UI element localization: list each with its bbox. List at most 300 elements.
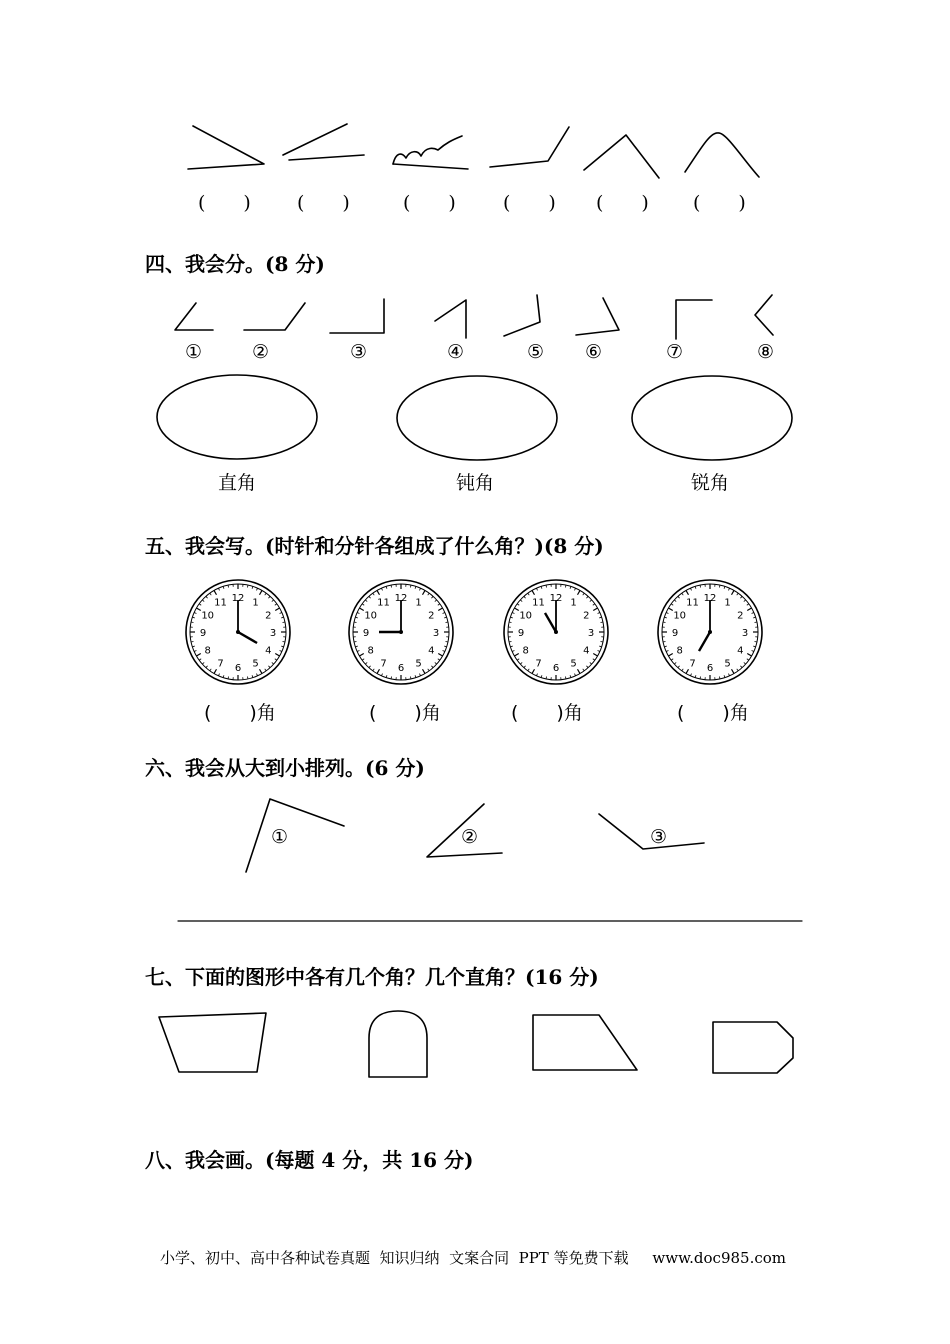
clock-tick	[747, 654, 751, 657]
figure-curve-3b	[393, 164, 468, 169]
clock-tick	[210, 593, 211, 595]
oval-acute-angle	[632, 376, 792, 460]
clock-tick	[514, 608, 518, 611]
clock-tick	[194, 612, 196, 613]
number-3: ③	[350, 341, 368, 363]
clock-numeral: 6	[397, 663, 405, 674]
order-label-1: ①	[271, 826, 289, 848]
clock-tick	[509, 641, 511, 642]
clock-tick	[446, 622, 448, 623]
oval-label-obtuse: 钝角	[456, 472, 495, 494]
clock-tick	[386, 586, 387, 588]
shape-right-trapezoid	[533, 1015, 637, 1070]
clock-tick	[517, 604, 519, 605]
clock-tick	[753, 646, 755, 647]
clock-tick	[753, 617, 755, 618]
paren-1: ( )	[198, 192, 251, 214]
oval-label-acute: 锐角	[691, 472, 730, 494]
clock-tick	[354, 622, 356, 623]
clock-numeral: 3	[432, 628, 440, 639]
clock-tick	[664, 646, 666, 647]
clock-tick	[415, 675, 416, 677]
clock-tick	[510, 617, 512, 618]
clock-tick	[724, 586, 725, 588]
clock-tick	[444, 646, 446, 647]
clock-tick	[355, 617, 357, 618]
paren-6: ( )	[693, 192, 746, 214]
clock-tick	[528, 593, 529, 595]
clock-tick	[747, 604, 749, 605]
clock-tick	[737, 593, 738, 595]
paren-3: ( )	[403, 192, 456, 214]
clock-tick	[510, 646, 512, 647]
angle-5	[504, 295, 540, 336]
clock-numeral: 1	[415, 597, 422, 609]
clock-tick	[359, 654, 363, 657]
clock-answer-4: ( )角	[677, 702, 749, 724]
number-2: ②	[252, 341, 270, 363]
clock-numeral: 3	[587, 628, 595, 639]
clock-tick	[435, 600, 437, 602]
clock-numeral: 5	[415, 658, 422, 670]
clock-numeral: 8	[676, 645, 683, 657]
clock-tick	[546, 585, 547, 587]
heading-section8: 八、我会画。(每题 4 分，共 16 分)	[145, 1148, 474, 1172]
number-1: ①	[185, 341, 203, 363]
clock-tick	[598, 612, 600, 613]
angle-2	[244, 303, 305, 330]
clock-numeral: 6	[706, 663, 714, 674]
clock-numeral: 4	[737, 645, 744, 657]
clock-tick	[431, 666, 433, 668]
clock-tick	[443, 612, 445, 613]
figure-row-top	[188, 124, 759, 178]
clock-numeral: 3	[269, 628, 277, 639]
clock-tick	[671, 604, 673, 605]
clock-tick	[593, 654, 597, 657]
figure-curve-3	[393, 136, 462, 164]
clock-tick	[695, 675, 696, 677]
clock-tick	[752, 651, 754, 652]
clock-tick	[678, 666, 680, 668]
clock-tick	[377, 590, 380, 594]
clock-numeral: 8	[367, 645, 374, 657]
clock-tick	[671, 659, 673, 660]
clock-tick	[744, 600, 746, 602]
clock-tick	[373, 669, 374, 671]
clock-tick	[747, 659, 749, 660]
clock-tick	[686, 669, 689, 673]
heading-section7: 七、下面的图形中各有几个角？几个直角？(16 分)	[145, 965, 599, 989]
clock-tick	[275, 604, 277, 605]
figure-angle-4	[490, 127, 569, 167]
clock-tick	[690, 674, 691, 676]
clock-tick	[719, 677, 720, 679]
clock-tick	[524, 666, 526, 668]
clock-1	[186, 580, 290, 684]
clock-tick	[674, 662, 676, 664]
clock-tick	[283, 622, 285, 623]
clock-tick	[247, 585, 248, 587]
clock-tick	[252, 586, 253, 588]
figure-curve-6	[685, 133, 759, 177]
clock-tick	[583, 593, 584, 595]
clock-tick	[410, 585, 411, 587]
clock-tick	[565, 677, 566, 679]
clock-tick	[280, 651, 282, 652]
oval-right-angle	[157, 375, 317, 459]
clock-tick	[357, 651, 359, 652]
hour-hand	[699, 632, 710, 651]
paren-5: ( )	[596, 192, 649, 214]
hour-hand	[238, 632, 257, 643]
clock-tick	[354, 641, 356, 642]
clock-tick	[420, 588, 421, 590]
clock-tick	[601, 641, 603, 642]
clock-tick	[223, 675, 224, 677]
clock-tick	[192, 646, 194, 647]
clock-tick	[729, 674, 730, 676]
clock-tick	[381, 588, 382, 590]
clock-numeral: 2	[265, 610, 272, 622]
clock-tick	[590, 662, 592, 664]
paren-4: ( )	[503, 192, 556, 214]
clock-tick	[586, 666, 588, 668]
clock-tick	[268, 596, 270, 598]
clock-numeral: 7	[689, 658, 696, 670]
clock-numeral: 4	[428, 645, 435, 657]
clock-tick	[674, 600, 676, 602]
clock-tick	[438, 604, 440, 605]
clock-tick	[438, 608, 442, 611]
clock-numeral: 6	[552, 663, 560, 674]
clock-numeral: 12	[703, 593, 717, 604]
clock-tick	[357, 612, 359, 613]
clock-tick	[747, 608, 751, 611]
shapes-section7	[159, 1011, 793, 1077]
clock-tick	[196, 608, 200, 611]
clock-tick	[415, 586, 416, 588]
clock-tick	[247, 677, 248, 679]
number-6: ⑥	[585, 341, 603, 363]
clock-numeral: 10	[364, 610, 378, 622]
clock-tick	[252, 675, 253, 677]
clock-tick	[381, 674, 382, 676]
clock-tick	[428, 669, 429, 671]
clock-numeral: 8	[522, 645, 529, 657]
figure-angle-5	[584, 135, 659, 178]
heading-section4: 四、我会分。(8 分)	[145, 252, 325, 276]
hour-hand	[545, 613, 556, 632]
clock-tick	[565, 585, 566, 587]
clock-tick	[528, 669, 529, 671]
clock-tick	[202, 662, 204, 664]
clock-tick	[668, 608, 672, 611]
clock-numeral: 12	[394, 593, 408, 604]
angle-7	[676, 300, 712, 339]
clock-tick	[744, 662, 746, 664]
clock-tick	[275, 654, 279, 657]
clock-numeral: 12	[231, 593, 245, 604]
clock-answer-2: ( )角	[369, 702, 441, 724]
clock-tick	[520, 662, 522, 664]
clock-tick	[218, 588, 219, 590]
clock-3	[504, 580, 608, 684]
clock-numeral: 5	[570, 658, 577, 670]
clock-tick	[210, 669, 211, 671]
clock-tick	[444, 617, 446, 618]
clock-tick	[724, 675, 725, 677]
angle-8	[755, 295, 773, 335]
clock-tick	[431, 596, 433, 598]
clock-tick	[228, 585, 229, 587]
clock-tick	[512, 651, 514, 652]
clock-numeral: 5	[724, 658, 731, 670]
clock-numeral: 1	[570, 597, 577, 609]
clock-tick	[365, 662, 367, 664]
clock-tick	[740, 596, 742, 598]
clock-tick	[420, 674, 421, 676]
order-label-2: ②	[461, 826, 479, 848]
number-7: ⑦	[666, 341, 684, 363]
clock-tick	[423, 669, 426, 673]
clock-numeral: 7	[217, 658, 224, 670]
shape-arch	[369, 1011, 427, 1077]
clock-tick	[666, 612, 668, 613]
oval-obtuse-angle	[397, 376, 557, 460]
clock-numeral: 2	[737, 610, 744, 622]
clock-tick	[202, 600, 204, 602]
clock-tick	[512, 612, 514, 613]
heading-section5: 五、我会写。(时针和分针各组成了什么角？)(8 分)	[145, 534, 604, 558]
clock-tick	[272, 662, 274, 664]
angle-6	[576, 298, 619, 335]
clock-tick	[272, 600, 274, 602]
clock-tick	[663, 622, 665, 623]
clock-tick	[362, 659, 364, 660]
clock-numeral: 2	[428, 610, 435, 622]
clock-tick	[536, 674, 537, 676]
order-label-3: ③	[650, 826, 668, 848]
clock-tick	[228, 677, 229, 679]
clock-tick	[275, 608, 279, 611]
clock-tick	[532, 669, 535, 673]
clock-tick	[719, 585, 720, 587]
figure-lines-2b	[289, 155, 364, 160]
clock-tick	[575, 674, 576, 676]
number-8: ⑧	[757, 341, 775, 363]
clock-tick	[700, 585, 701, 587]
oval-label-right: 直角	[218, 472, 257, 494]
clock-tick	[369, 596, 371, 598]
clock-numeral: 11	[377, 597, 390, 609]
clock-tick	[570, 586, 571, 588]
clock-tick	[260, 669, 263, 673]
clock-tick	[570, 675, 571, 677]
clock-tick	[281, 617, 283, 618]
clock-tick	[362, 604, 364, 605]
clock-tick	[265, 669, 266, 671]
clock-tick	[280, 612, 282, 613]
shape-cut-rectangle	[713, 1022, 793, 1073]
clock-tick	[410, 677, 411, 679]
clock-4	[658, 580, 762, 684]
number-4: ④	[447, 341, 465, 363]
clock-tick	[283, 641, 285, 642]
clock-numeral: 4	[583, 645, 590, 657]
angle-3	[330, 299, 384, 333]
clock-tick	[446, 641, 448, 642]
clock-tick	[386, 675, 387, 677]
clock-tick	[214, 590, 217, 594]
paren-2: ( )	[297, 192, 350, 214]
clock-numeral: 6	[234, 663, 242, 674]
clock-tick	[438, 654, 442, 657]
clock-2	[349, 580, 453, 684]
clock-tick	[668, 654, 672, 657]
angle-1	[175, 303, 213, 330]
clock-tick	[700, 677, 701, 679]
clock-tick	[583, 669, 584, 671]
clock-tick	[257, 588, 258, 590]
clock-center	[554, 630, 558, 634]
clock-tick	[275, 659, 277, 660]
clock-tick	[438, 659, 440, 660]
clock-tick	[729, 588, 730, 590]
clock-tick	[678, 596, 680, 598]
clock-tick	[194, 651, 196, 652]
angle-row-section4	[175, 295, 773, 339]
heading-section6: 六、我会从大到小排列。(6 分)	[145, 756, 425, 780]
clock-tick	[199, 604, 201, 605]
clock-tick	[664, 617, 666, 618]
clock-tick	[695, 586, 696, 588]
clock-tick	[196, 654, 200, 657]
clock-tick	[391, 585, 392, 587]
clock-numeral: 1	[252, 597, 259, 609]
figure-angle-1	[188, 126, 264, 169]
clock-tick	[214, 669, 217, 673]
clock-tick	[598, 651, 600, 652]
clock-numeral: 10	[519, 610, 533, 622]
clock-tick	[536, 588, 537, 590]
clock-numeral: 4	[265, 645, 272, 657]
clock-tick	[514, 654, 518, 657]
clock-tick	[260, 590, 263, 594]
clock-center	[399, 630, 403, 634]
clock-tick	[755, 641, 757, 642]
clock-tick	[524, 596, 526, 598]
clock-numeral: 10	[201, 610, 215, 622]
clock-tick	[578, 590, 581, 594]
clock-tick	[223, 586, 224, 588]
clock-tick	[541, 675, 542, 677]
clock-numeral: 9	[671, 628, 679, 639]
clock-tick	[593, 608, 597, 611]
clock-tick	[682, 593, 683, 595]
clock-tick	[601, 622, 603, 623]
clock-numeral: 2	[583, 610, 590, 622]
angle-4	[435, 300, 466, 338]
number-5: ⑤	[527, 341, 545, 363]
clock-tick	[377, 669, 380, 673]
clock-tick	[435, 662, 437, 664]
clock-answer-1: ( )角	[204, 702, 276, 724]
clock-numeral: 11	[532, 597, 545, 609]
clock-tick	[541, 586, 542, 588]
clock-tick	[218, 674, 219, 676]
clock-numeral: 11	[214, 597, 227, 609]
clock-numeral: 9	[517, 628, 525, 639]
clock-tick	[206, 666, 208, 668]
clock-tick	[578, 669, 581, 673]
clock-tick	[755, 622, 757, 623]
footer-text: 小学、初中、高中各种试卷真题 知识归纳 文案合同 PPT 等免费下载 www.doc985.com	[160, 1249, 787, 1267]
clock-numeral: 5	[252, 658, 259, 670]
clock-center	[236, 630, 240, 634]
clock-tick	[599, 646, 601, 647]
clock-tick	[520, 600, 522, 602]
clock-tick	[443, 651, 445, 652]
clock-tick	[732, 669, 735, 673]
clock-tick	[546, 677, 547, 679]
clock-tick	[593, 604, 595, 605]
clock-tick	[192, 617, 194, 618]
clock-tick	[682, 669, 683, 671]
clock-numeral: 11	[686, 597, 699, 609]
clock-numeral: 9	[199, 628, 207, 639]
clock-tick	[509, 622, 511, 623]
clock-tick	[686, 590, 689, 594]
clock-tick	[428, 593, 429, 595]
clock-numeral: 12	[549, 593, 563, 604]
clock-numeral: 8	[204, 645, 211, 657]
clock-numeral: 10	[673, 610, 687, 622]
clock-tick	[365, 600, 367, 602]
clock-tick	[517, 659, 519, 660]
clock-tick	[199, 659, 201, 660]
clock-tick	[732, 590, 735, 594]
clock-tick	[599, 617, 601, 618]
clock-answer-3: ( )角	[511, 702, 583, 724]
clock-numeral: 1	[724, 597, 731, 609]
shape-trapezoid	[159, 1013, 266, 1072]
angle-order-1	[246, 799, 344, 872]
clock-tick	[265, 593, 266, 595]
clock-tick	[268, 666, 270, 668]
clock-tick	[206, 596, 208, 598]
clock-numeral: 7	[535, 658, 542, 670]
clock-tick	[593, 659, 595, 660]
clock-tick	[590, 600, 592, 602]
clock-tick	[373, 593, 374, 595]
figure-lines-2	[283, 124, 347, 155]
clock-tick	[191, 622, 193, 623]
clock-numeral: 3	[741, 628, 749, 639]
clock-tick	[191, 641, 193, 642]
clock-tick	[281, 646, 283, 647]
clock-tick	[369, 666, 371, 668]
clock-tick	[737, 669, 738, 671]
clock-tick	[575, 588, 576, 590]
clock-tick	[355, 646, 357, 647]
clock-tick	[532, 590, 535, 594]
clock-tick	[752, 612, 754, 613]
clock-tick	[359, 608, 363, 611]
clock-tick	[257, 674, 258, 676]
clock-numeral: 7	[380, 658, 387, 670]
clock-tick	[740, 666, 742, 668]
